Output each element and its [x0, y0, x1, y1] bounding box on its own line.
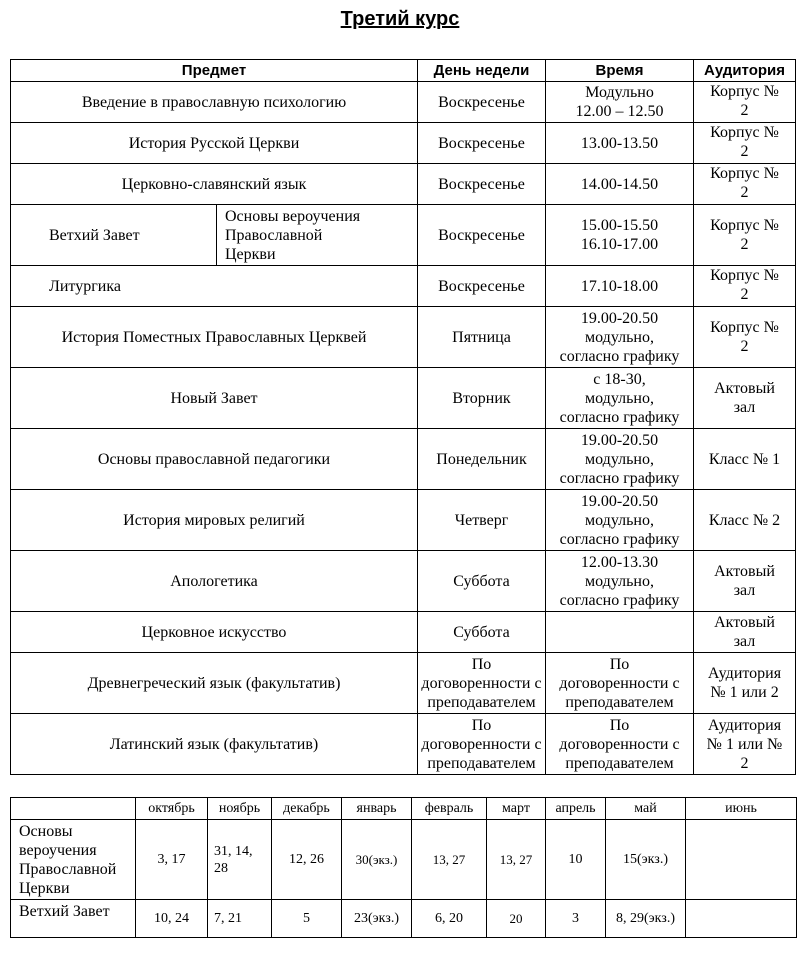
time-line: 12.00-13.30 [580, 553, 659, 571]
date-cell: 30(экз.) [342, 820, 412, 900]
room-line: 2 [740, 143, 749, 160]
subject-cell: Новый Завет [11, 368, 418, 429]
day-line: договоренности с [421, 674, 542, 692]
day-cell: Воскресенье [418, 266, 546, 307]
room-line: Корпус № [710, 319, 779, 336]
time-line: 19.00-20.50 [580, 309, 659, 327]
time-line: По [609, 716, 630, 734]
date-cell: 31, 14, 28 [208, 820, 272, 900]
day-cell: Воскресенье [418, 82, 546, 123]
subject-cell: Введение в православную психологию [11, 82, 418, 123]
date-cell: 7, 21 [208, 900, 272, 938]
time-cell [546, 612, 694, 653]
date-cell: 5 [272, 900, 342, 938]
time-cell [546, 551, 694, 612]
date-cell: 10 [546, 820, 606, 900]
time-cell: 17.10-18.00 [546, 266, 694, 307]
subject-cell: Основы православной педагогики [11, 429, 418, 490]
time-line: преподавателем [565, 754, 674, 772]
subject-cell: Литургика [11, 266, 418, 307]
day-cell: Суббота [418, 612, 546, 653]
subject-cell-secondary [217, 205, 418, 266]
date-cell: 3, 17 [136, 820, 208, 900]
room-cell [694, 612, 796, 653]
room-line: Корпус № [710, 83, 779, 100]
subject-line: Православной [225, 226, 323, 244]
date-cell [686, 900, 797, 938]
room-cell: Класс № 1 [694, 429, 796, 490]
table-row [11, 820, 797, 900]
time-cell [546, 307, 694, 368]
date-cell: 13, 27 [487, 820, 546, 900]
day-cell: Пятница [418, 307, 546, 368]
time-line: согласно графику [559, 347, 680, 365]
day-line: договоренности с [421, 735, 542, 753]
time-cell [546, 205, 694, 266]
row-label-line: Православной [19, 861, 117, 878]
room-line: Актовый [714, 380, 775, 397]
date-cell: 15(экз.) [606, 820, 686, 900]
time-line: По [609, 655, 630, 673]
day-line: По [471, 716, 492, 734]
table-row [11, 900, 797, 938]
subject-cell: Ветхий Завет [11, 205, 217, 266]
month-header: декабрь [272, 798, 342, 820]
table-row [11, 612, 796, 653]
time-line: договоренности с [559, 735, 680, 753]
room-line: Актовый [714, 614, 775, 631]
time-cell [546, 490, 694, 551]
page-title: Третий курс [340, 8, 460, 30]
time-line: согласно графику [559, 469, 680, 487]
time-line: Модульно [585, 84, 654, 101]
subject-cell: История Поместных Православных Церквей [11, 307, 418, 368]
day-cell: Воскресенье [418, 205, 546, 266]
header-room: Аудитория [694, 60, 796, 82]
day-cell: Воскресенье [418, 164, 546, 205]
room-line: Корпус № [710, 124, 779, 141]
day-line: По [471, 655, 492, 673]
table-row [11, 123, 796, 164]
room-line: Актовый [714, 563, 775, 580]
header-day: День недели [418, 60, 546, 82]
time-line: модульно, [585, 389, 654, 407]
room-line: Корпус № [710, 165, 779, 182]
schedule-header-row [11, 60, 796, 82]
room-line: Корпус № [710, 267, 779, 284]
room-line: зал [733, 582, 756, 599]
subject-cell: История Русской Церкви [11, 123, 418, 164]
time-line: преподавателем [565, 693, 674, 711]
time-line: модульно, [585, 328, 654, 346]
monthly-dates-table [10, 797, 797, 938]
room-cell [694, 551, 796, 612]
row-label-line: Церкви [19, 880, 70, 897]
time-line: модульно, [585, 450, 654, 468]
table-row [11, 551, 796, 612]
table-row [11, 164, 796, 205]
room-line: зал [733, 633, 756, 650]
table-row [11, 429, 796, 490]
months-header-row [11, 798, 797, 820]
schedule-table [10, 59, 796, 775]
time-line: договоренности с [559, 674, 680, 692]
time-cell [546, 82, 694, 123]
subject-cell: Церковно-славянский язык [11, 164, 418, 205]
time-cell: 14.00-14.50 [546, 164, 694, 205]
table-row [11, 205, 796, 266]
time-line: с 18-30, [593, 370, 646, 388]
room-cell [694, 123, 796, 164]
room-cell: Класс № 2 [694, 490, 796, 551]
day-cell [418, 714, 546, 775]
time-line: согласно графику [559, 591, 680, 609]
room-line: 2 [740, 236, 749, 253]
corner-cell [11, 798, 136, 820]
day-line: преподавателем [427, 693, 536, 711]
room-cell [694, 266, 796, 307]
room-cell [694, 653, 796, 714]
date-cell: 13, 27 [412, 820, 487, 900]
table-row [11, 653, 796, 714]
room-line: 2 [740, 102, 749, 119]
row-label: Ветхий Завет [11, 900, 136, 938]
room-line: Аудитория [707, 665, 782, 682]
month-header: май [606, 798, 686, 820]
date-cell: 8, 29(экз.) [606, 900, 686, 938]
header-subject: Предмет [11, 60, 418, 82]
day-cell: Вторник [418, 368, 546, 429]
time-line: модульно, [585, 572, 654, 590]
room-line: 2 [740, 286, 749, 303]
month-header: февраль [412, 798, 487, 820]
subject-line: Церкви [225, 245, 276, 263]
month-header: январь [342, 798, 412, 820]
table-row [11, 368, 796, 429]
header-time: Время [546, 60, 694, 82]
room-line: 2 [740, 184, 749, 201]
date-cell: 23(экз.) [342, 900, 412, 938]
month-header: апрель [546, 798, 606, 820]
room-line: 2 [740, 754, 749, 772]
date-cell: 3 [546, 900, 606, 938]
day-line: преподавателем [427, 754, 536, 772]
day-cell [418, 653, 546, 714]
time-cell [546, 714, 694, 775]
time-cell [546, 653, 694, 714]
row-label-line: вероучения [19, 842, 97, 859]
room-cell [694, 205, 796, 266]
subject-cell: История мировых религий [11, 490, 418, 551]
date-cell [686, 820, 797, 900]
time-cell [546, 429, 694, 490]
room-cell [694, 82, 796, 123]
day-cell: Воскресенье [418, 123, 546, 164]
time-cell [546, 368, 694, 429]
time-line: модульно, [585, 511, 654, 529]
room-cell [694, 714, 796, 775]
room-cell [694, 368, 796, 429]
day-cell: Понедельник [418, 429, 546, 490]
subject-line: Основы вероучения [225, 207, 361, 225]
subject-cell: Древнегреческий язык (факультатив) [11, 653, 418, 714]
date-cell: 12, 26 [272, 820, 342, 900]
table-row [11, 266, 796, 307]
date-cell: 10, 24 [136, 900, 208, 938]
room-line: № 1 или 2 [710, 684, 779, 701]
room-cell [694, 307, 796, 368]
month-header: октябрь [136, 798, 208, 820]
time-line: 16.10-17.00 [580, 236, 659, 253]
time-line: 15.00-15.50 [580, 217, 659, 234]
room-line: 2 [740, 338, 749, 355]
time-line: согласно графику [559, 530, 680, 548]
room-line: Корпус № [710, 217, 779, 234]
month-header: март [487, 798, 546, 820]
room-line: Аудитория [707, 716, 782, 734]
day-cell: Суббота [418, 551, 546, 612]
room-line: зал [733, 399, 756, 416]
day-cell: Четверг [418, 490, 546, 551]
time-line: 19.00-20.50 [580, 431, 659, 449]
subject-cell: Апологетика [11, 551, 418, 612]
time-line: согласно графику [559, 408, 680, 426]
table-row [11, 714, 796, 775]
month-header: июнь [686, 798, 797, 820]
subject-cell: Церковное искусство [11, 612, 418, 653]
room-cell [694, 164, 796, 205]
room-line: № 1 или № [706, 735, 783, 753]
time-line: 12.00 – 12.50 [575, 103, 664, 120]
subject-cell: Латинский язык (факультатив) [11, 714, 418, 775]
table-row [11, 490, 796, 551]
time-cell: 13.00-13.50 [546, 123, 694, 164]
table-row [11, 307, 796, 368]
date-cell: 6, 20 [412, 900, 487, 938]
date-cell: 20 [487, 900, 546, 938]
time-line: 19.00-20.50 [580, 492, 659, 510]
table-row [11, 82, 796, 123]
row-label [11, 820, 136, 900]
row-label-line: Основы [19, 823, 73, 840]
month-header: ноябрь [208, 798, 272, 820]
